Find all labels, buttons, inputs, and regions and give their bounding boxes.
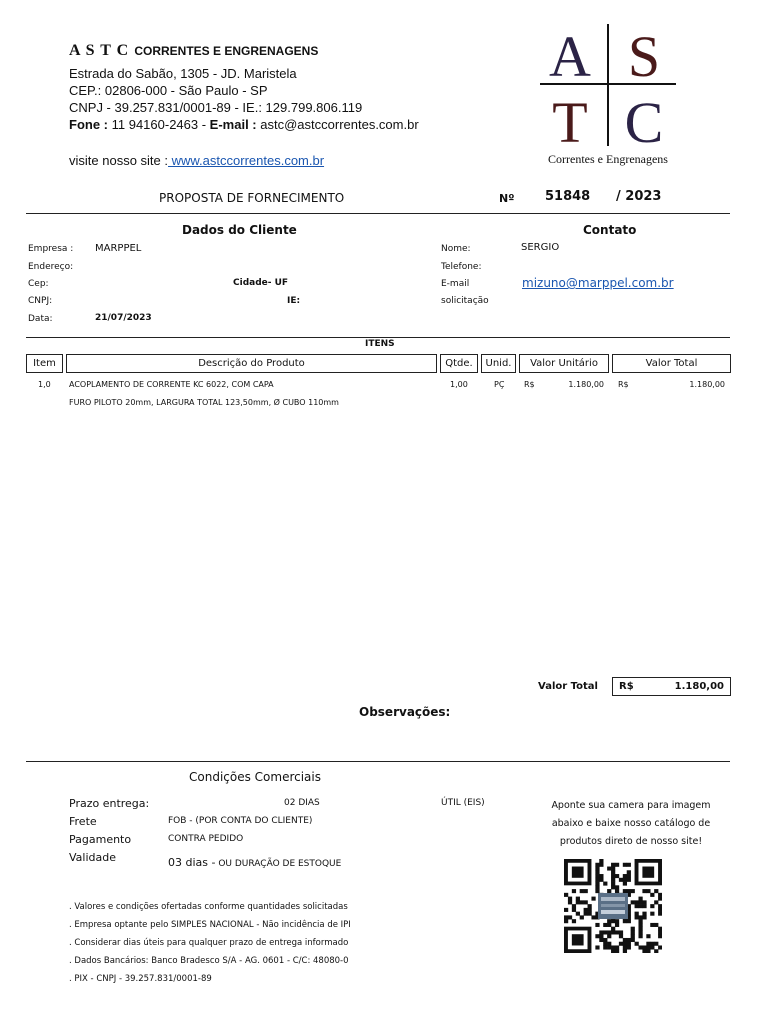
fone-value: 11 94160-2463 -: [108, 117, 210, 132]
svg-text:T: T: [552, 90, 588, 155]
observacoes-label: Observações:: [359, 705, 451, 719]
validade-days: 03 dias -: [168, 856, 216, 869]
row-desc-line2: FURO PILOTO 20mm, LARGURA TOTAL 123,50mm, Ø CUBO 110mm: [69, 398, 339, 407]
qr-line: abaixo e baixe nosso catálogo de: [551, 818, 711, 829]
divider: [26, 337, 730, 338]
proposal-number: 51848: [545, 189, 591, 204]
notes-list: [69, 898, 351, 988]
row-total-currency: R$: [618, 380, 629, 389]
endereco-label: Endereço:: [28, 262, 74, 272]
email-contact-label: E-mail: [441, 279, 470, 289]
total-box: [612, 677, 731, 696]
qr-code-graphic: [564, 859, 662, 953]
empresa-label: Empresa :: [28, 244, 74, 254]
note-item: . Valores e condições ofertadas conforme quantidades solicitadas: [69, 902, 348, 912]
note-item: . Considerar dias úteis para qualquer prazo de entrega informado: [69, 938, 349, 948]
solicitacao-label: solicitação: [441, 296, 489, 306]
row-item: 1,0: [38, 380, 51, 389]
data-value: 21/07/2023: [95, 313, 152, 323]
col-header-item: Item: [26, 354, 63, 373]
company-name: [69, 40, 318, 60]
col-header-qtde: Qtde.: [440, 354, 478, 373]
frete-label: Frete: [69, 815, 97, 828]
company-name-rest: CORRENTES E ENGRENAGENS: [134, 44, 319, 58]
qr-code[interactable]: [564, 859, 662, 953]
pagamento-value: CONTRA PEDIDO: [168, 834, 244, 844]
total-value: 1.180,00: [674, 681, 724, 692]
logo-graphic: [522, 18, 694, 170]
telefone-label: Telefone:: [441, 262, 482, 272]
contact-section-title: Contato: [583, 223, 637, 237]
total-currency: R$: [619, 681, 634, 692]
logo-caption: Correntes e Engrenagens: [548, 152, 668, 166]
col-header-unid: Unid.: [481, 354, 516, 373]
row-unid: PÇ: [494, 380, 505, 389]
svg-text:C: C: [624, 90, 664, 155]
site-label: visite nosso site :: [69, 153, 168, 168]
note-item: . Dados Bancários: Banco Bradesco S/A - AG. 0601 - C/C: 48080-0: [69, 956, 349, 966]
col-header-valor-total: Valor Total: [612, 354, 731, 373]
company-cep: CEP.: 02806-000 - São Paulo - SP: [69, 83, 268, 98]
company-contact-line: [69, 117, 419, 132]
proposal-number-label: Nº: [499, 192, 515, 205]
col-header-descricao: Descrição do Produto: [66, 354, 437, 373]
cidade-label: Cidade- UF: [233, 278, 289, 288]
validade-label: Validade: [69, 851, 116, 864]
contact-email-link[interactable]: mizuno@marppel.com.br: [522, 276, 674, 290]
site-link[interactable]: www.astccorrentes.com.br: [168, 153, 325, 168]
svg-text:S: S: [627, 24, 661, 89]
row-qtde: 1,00: [450, 380, 468, 389]
row-desc-line1: ACOPLAMENTO DE CORRENTE KC 6022, COM CAPA: [69, 380, 274, 389]
qr-line: produtos direto de nosso site!: [559, 836, 703, 847]
cep-label: Cep:: [28, 279, 49, 289]
validade-value: [168, 851, 341, 870]
nome-value: SERGIO: [521, 242, 560, 253]
email-label: E-mail :: [209, 117, 257, 132]
company-name-spaced: A S T C: [69, 42, 130, 59]
row-total-value: 1.180,00: [689, 380, 725, 389]
items-section-title: ITENS: [365, 339, 395, 349]
company-logo: [522, 18, 694, 170]
total-label: Valor Total: [538, 681, 598, 692]
qr-line: Aponte sua camera para imagem: [551, 800, 711, 811]
proposal-year: / 2023: [616, 189, 662, 204]
divider: [26, 213, 730, 214]
company-address: Estrada do Sabão, 1305 - JD. Maristela: [69, 66, 297, 81]
nome-label: Nome:: [441, 244, 471, 254]
prazo-value: 02 DIAS: [284, 798, 320, 808]
validade-extra: OU DURAÇÃO DE ESTOQUE: [215, 859, 342, 869]
prazo-util: ÚTIL (EIS): [441, 798, 485, 808]
fone-label: Fone :: [69, 117, 108, 132]
pagamento-label: Pagamento: [69, 833, 132, 846]
note-item: . PIX - CNPJ - 39.257.831/0001-89: [69, 974, 212, 984]
frete-value: FOB - (POR CONTA DO CLIENTE): [168, 816, 313, 826]
cnpj-label: CNPJ:: [28, 296, 53, 306]
data-label: Data:: [28, 314, 53, 324]
company-cnpj-ie: CNPJ - 39.257.831/0001-89 - IE.: 129.799.806.119: [69, 100, 363, 115]
ie-label: IE:: [287, 296, 301, 306]
svg-text:A: A: [549, 24, 591, 89]
row-unit-currency: R$: [524, 380, 535, 389]
divider: [26, 761, 730, 762]
col-header-valor-unitario: Valor Unitário: [519, 354, 609, 373]
row-unit-value: 1.180,00: [568, 380, 604, 389]
client-section-title: Dados do Cliente: [182, 223, 297, 237]
conditions-title: Condições Comerciais: [189, 770, 321, 784]
qr-instructions: [526, 797, 736, 851]
site-line: [69, 153, 324, 168]
note-item: . Empresa optante pelo SIMPLES NACIONAL - Não incidência de IPI: [69, 920, 351, 930]
prazo-label: Prazo entrega:: [69, 797, 150, 810]
proposal-title: PROPOSTA DE FORNECIMENTO: [159, 191, 345, 205]
empresa-value: MARPPEL: [95, 243, 142, 254]
email-value: astc@astccorrentes.com.br: [256, 117, 419, 132]
